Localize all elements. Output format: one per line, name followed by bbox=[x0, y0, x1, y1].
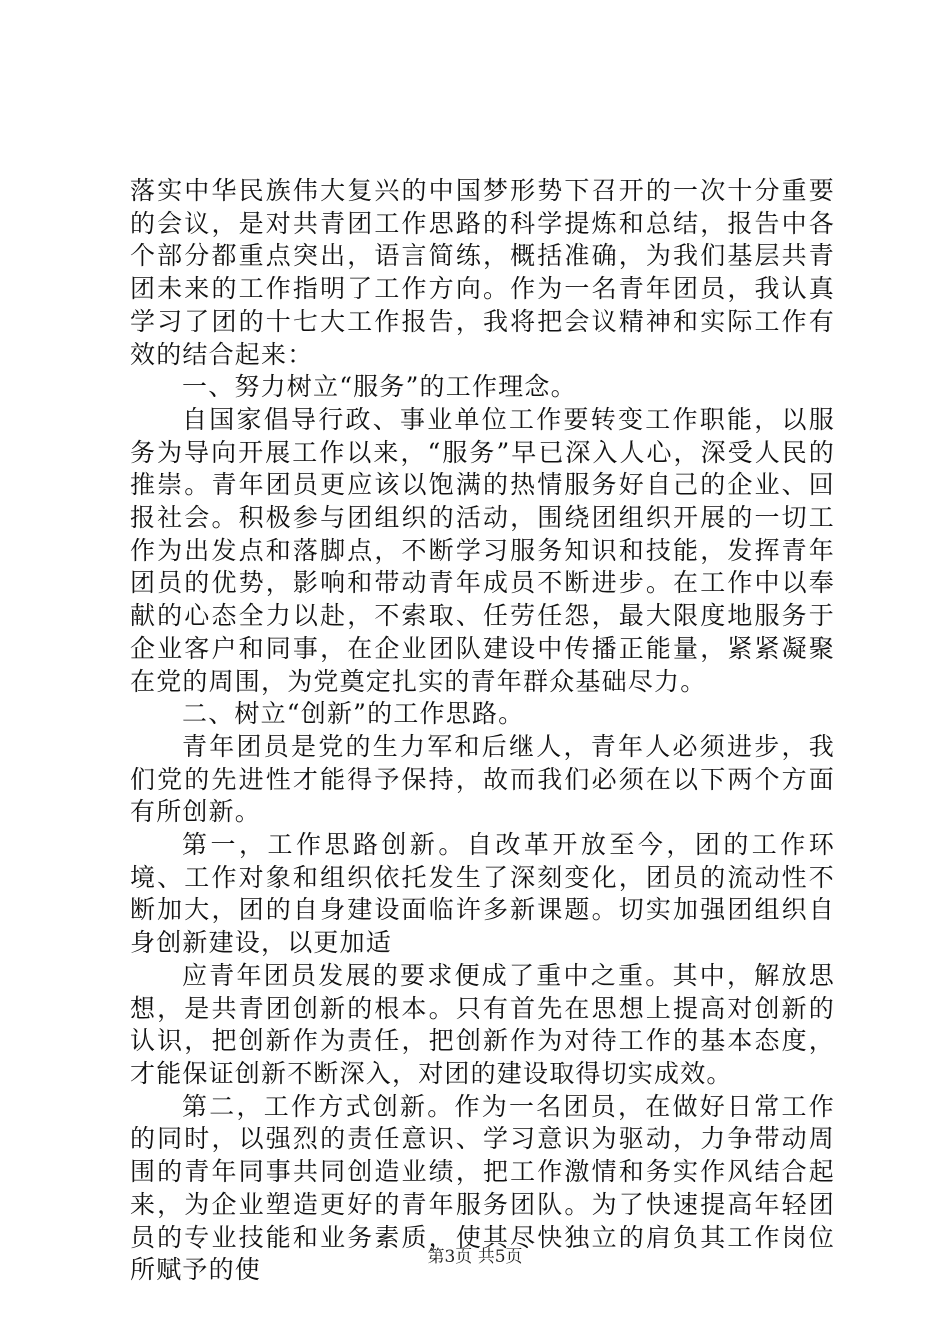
paragraph-second-innovation: 第二，工作方式创新。作为一名团员，在做好日常工作的同时，以强烈的责任意识、学习意识为驱动，力争带动周围的青年同事共同创造业绩，把工作激情和务实作风结合起来，为企业塑造更好的青年服务团队。为了快速提高年轻团员的专业技能和业务素质，使其尽快独立的肩负其工作岗位所赋予的使 bbox=[130, 1091, 835, 1285]
section-heading-innovation: 二、树立“创新”的工作思路。 bbox=[182, 699, 525, 729]
paragraph-first-innovation-continued: 应青年团员发展的要求便成了重中之重。其中，解放思想，是共青团创新的根本。只有首先在思想上提高对创新的认识，把创新作为责任，把创新作为对待工作的基本态度，才能保证创新不断深入，对团的建设取得切实成效。 bbox=[130, 960, 835, 1088]
section-heading-service: 一、努力树立“服务”的工作理念。 bbox=[182, 372, 577, 402]
page-number-footer: 第3页 共5页 bbox=[427, 1247, 523, 1267]
paragraph-first-innovation: 第一，工作思路创新。自改革开放至今，团的工作环境、工作对象和组织依托发生了深刻变化，团员的流动性不断加大，团的自身建设面临许多新课题。切实加强团组织自身创新建设，以更加适 bbox=[130, 830, 835, 958]
document-body bbox=[130, 175, 835, 1287]
paragraph-innovation-intro: 青年团员是党的生力军和后继人，青年人必须进步，我们党的先进性才能得予保持，故而我们必须在以下两个方面有所创新。 bbox=[130, 731, 835, 827]
paragraph-service: 自国家倡导行政、事业单位工作要转变工作职能，以服务为导向开展工作以来，“服务”早已深入人心，深受人民的推崇。青年团员更应该以饱满的热情服务好自己的企业、回报社会。积极参与团组织的活动，围绕团组织开展的一切工作为出发点和落脚点，不断学习服务知识和技能，发挥青年团员的优势，影响和带动青年成员不断进步。在工作中以奉献的心态全力以赴，不索取、任劳任怨，最大限度地服务于企业客户和同事，在企业团队建设中传播正能量，紧紧凝聚在党的周围，为党奠定扎实的青年群众基础尽力。 bbox=[130, 404, 835, 696]
paragraph-continuation: 落实中华民族伟大复兴的中国梦形势下召开的一次十分重要的会议，是对共青团工作思路的科学提炼和总结，报告中各个部分都重点突出，语言简练，概括准确，为我们基层共青团未来的工作指明了工作方向。作为一名青年团员，我认真学习了团的十七大工作报告，我将把会议精神和实际工作有效的结合起来： bbox=[130, 176, 835, 369]
